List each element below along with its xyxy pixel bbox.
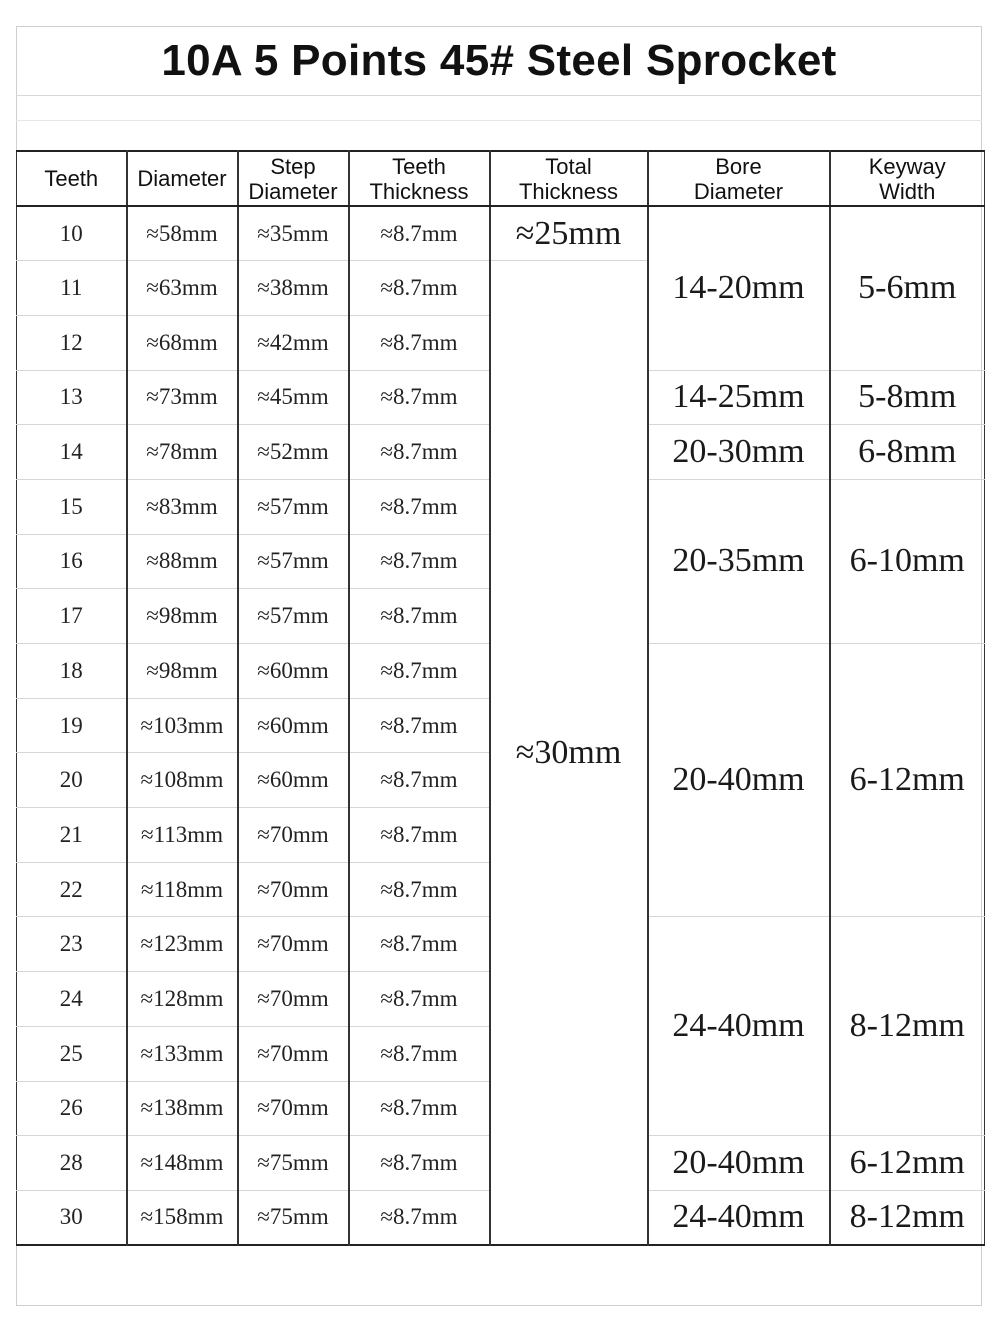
cell-diameter: ≈158mm — [127, 1190, 238, 1245]
cell-diameter: ≈148mm — [127, 1136, 238, 1191]
cell-teeth-thickness: ≈8.7mm — [349, 206, 490, 261]
cell-teeth: 28 — [17, 1136, 127, 1191]
cell-step-diameter: ≈70mm — [238, 862, 349, 917]
cell-keyway-width: 5-8mm — [830, 370, 985, 425]
cell-teeth: 30 — [17, 1190, 127, 1245]
cell-keyway-width: 8-12mm — [830, 1190, 985, 1245]
cell-step-diameter: ≈75mm — [238, 1190, 349, 1245]
cell-teeth: 14 — [17, 425, 127, 480]
cell-teeth-thickness: ≈8.7mm — [349, 753, 490, 808]
cell-bore-diameter: 14-25mm — [648, 370, 830, 425]
cell-teeth: 10 — [17, 206, 127, 261]
cell-step-diameter: ≈60mm — [238, 698, 349, 753]
header-row — [17, 151, 985, 206]
cell-step-diameter: ≈70mm — [238, 1081, 349, 1136]
cell-teeth-thickness: ≈8.7mm — [349, 425, 490, 480]
header-step-diameter: Step Diameter — [238, 151, 349, 206]
cell-keyway-width: 6-8mm — [830, 425, 985, 480]
cell-diameter: ≈103mm — [127, 698, 238, 753]
cell-diameter: ≈83mm — [127, 479, 238, 534]
cell-step-diameter: ≈70mm — [238, 917, 349, 972]
cell-teeth: 11 — [17, 261, 127, 316]
cell-diameter: ≈78mm — [127, 425, 238, 480]
cell-teeth-thickness: ≈8.7mm — [349, 917, 490, 972]
footer-band — [16, 1250, 982, 1306]
cell-bore-diameter: 14-20mm — [648, 206, 830, 370]
cell-teeth: 22 — [17, 862, 127, 917]
cell-step-diameter: ≈35mm — [238, 206, 349, 261]
cell-teeth-thickness: ≈8.7mm — [349, 1026, 490, 1081]
cell-teeth: 25 — [17, 1026, 127, 1081]
cell-teeth-thickness: ≈8.7mm — [349, 479, 490, 534]
cell-teeth-thickness: ≈8.7mm — [349, 1081, 490, 1136]
cell-step-diameter: ≈70mm — [238, 1026, 349, 1081]
cell-teeth-thickness: ≈8.7mm — [349, 589, 490, 644]
cell-step-diameter: ≈38mm — [238, 261, 349, 316]
cell-teeth-thickness: ≈8.7mm — [349, 315, 490, 370]
cell-keyway-width: 8-12mm — [830, 917, 985, 1136]
cell-teeth: 12 — [17, 315, 127, 370]
table-row — [17, 206, 985, 261]
cell-keyway-width: 6-12mm — [830, 644, 985, 917]
cell-diameter: ≈123mm — [127, 917, 238, 972]
cell-total-thickness: ≈25mm — [490, 206, 648, 261]
cell-bore-diameter: 24-40mm — [648, 917, 830, 1136]
title-band — [16, 26, 982, 96]
cell-diameter: ≈113mm — [127, 808, 238, 863]
cell-step-diameter: ≈57mm — [238, 479, 349, 534]
header-total-thickness: Total Thickness — [490, 151, 648, 206]
divider — [16, 120, 982, 121]
cell-teeth-thickness: ≈8.7mm — [349, 261, 490, 316]
cell-bore-diameter: 24-40mm — [648, 1190, 830, 1245]
header-teeth: Teeth — [17, 151, 127, 206]
cell-diameter: ≈98mm — [127, 589, 238, 644]
header-teeth-thickness: Teeth Thickness — [349, 151, 490, 206]
cell-step-diameter: ≈60mm — [238, 644, 349, 699]
cell-teeth: 19 — [17, 698, 127, 753]
cell-teeth: 13 — [17, 370, 127, 425]
cell-diameter: ≈68mm — [127, 315, 238, 370]
cell-diameter: ≈138mm — [127, 1081, 238, 1136]
cell-diameter: ≈88mm — [127, 534, 238, 589]
cell-step-diameter: ≈70mm — [238, 808, 349, 863]
spec-table — [16, 150, 985, 1246]
cell-step-diameter: ≈57mm — [238, 534, 349, 589]
cell-keyway-width: 6-10mm — [830, 479, 985, 643]
cell-bore-diameter: 20-35mm — [648, 479, 830, 643]
cell-teeth-thickness: ≈8.7mm — [349, 698, 490, 753]
cell-diameter: ≈128mm — [127, 972, 238, 1027]
cell-teeth: 16 — [17, 534, 127, 589]
cell-teeth: 17 — [17, 589, 127, 644]
cell-teeth-thickness: ≈8.7mm — [349, 1190, 490, 1245]
cell-bore-diameter: 20-40mm — [648, 1136, 830, 1191]
cell-step-diameter: ≈52mm — [238, 425, 349, 480]
cell-teeth: 18 — [17, 644, 127, 699]
spec-table-body — [17, 206, 985, 1245]
cell-teeth-thickness: ≈8.7mm — [349, 534, 490, 589]
cell-bore-diameter: 20-30mm — [648, 425, 830, 480]
cell-teeth-thickness: ≈8.7mm — [349, 370, 490, 425]
cell-step-diameter: ≈70mm — [238, 972, 349, 1027]
cell-diameter: ≈133mm — [127, 1026, 238, 1081]
header-diameter: Diameter — [127, 151, 238, 206]
cell-teeth: 26 — [17, 1081, 127, 1136]
cell-teeth: 23 — [17, 917, 127, 972]
header-bore-diameter: Bore Diameter — [648, 151, 830, 206]
cell-teeth-thickness: ≈8.7mm — [349, 808, 490, 863]
cell-step-diameter: ≈45mm — [238, 370, 349, 425]
cell-total-thickness: ≈30mm — [490, 261, 648, 1245]
cell-teeth-thickness: ≈8.7mm — [349, 644, 490, 699]
cell-step-diameter: ≈42mm — [238, 315, 349, 370]
cell-teeth: 20 — [17, 753, 127, 808]
cell-step-diameter: ≈60mm — [238, 753, 349, 808]
cell-teeth: 21 — [17, 808, 127, 863]
cell-diameter: ≈58mm — [127, 206, 238, 261]
cell-keyway-width: 5-6mm — [830, 206, 985, 370]
page-title: 10A 5 Points 45# Steel Sprocket — [161, 35, 837, 85]
cell-diameter: ≈63mm — [127, 261, 238, 316]
cell-step-diameter: ≈57mm — [238, 589, 349, 644]
cell-diameter: ≈118mm — [127, 862, 238, 917]
cell-diameter: ≈108mm — [127, 753, 238, 808]
cell-bore-diameter: 20-40mm — [648, 644, 830, 917]
cell-diameter: ≈73mm — [127, 370, 238, 425]
cell-teeth-thickness: ≈8.7mm — [349, 972, 490, 1027]
header-keyway-width: Keyway Width — [830, 151, 985, 206]
cell-keyway-width: 6-12mm — [830, 1136, 985, 1191]
cell-teeth: 24 — [17, 972, 127, 1027]
cell-step-diameter: ≈75mm — [238, 1136, 349, 1191]
cell-teeth-thickness: ≈8.7mm — [349, 1136, 490, 1191]
cell-teeth: 15 — [17, 479, 127, 534]
cell-diameter: ≈98mm — [127, 644, 238, 699]
cell-teeth-thickness: ≈8.7mm — [349, 862, 490, 917]
